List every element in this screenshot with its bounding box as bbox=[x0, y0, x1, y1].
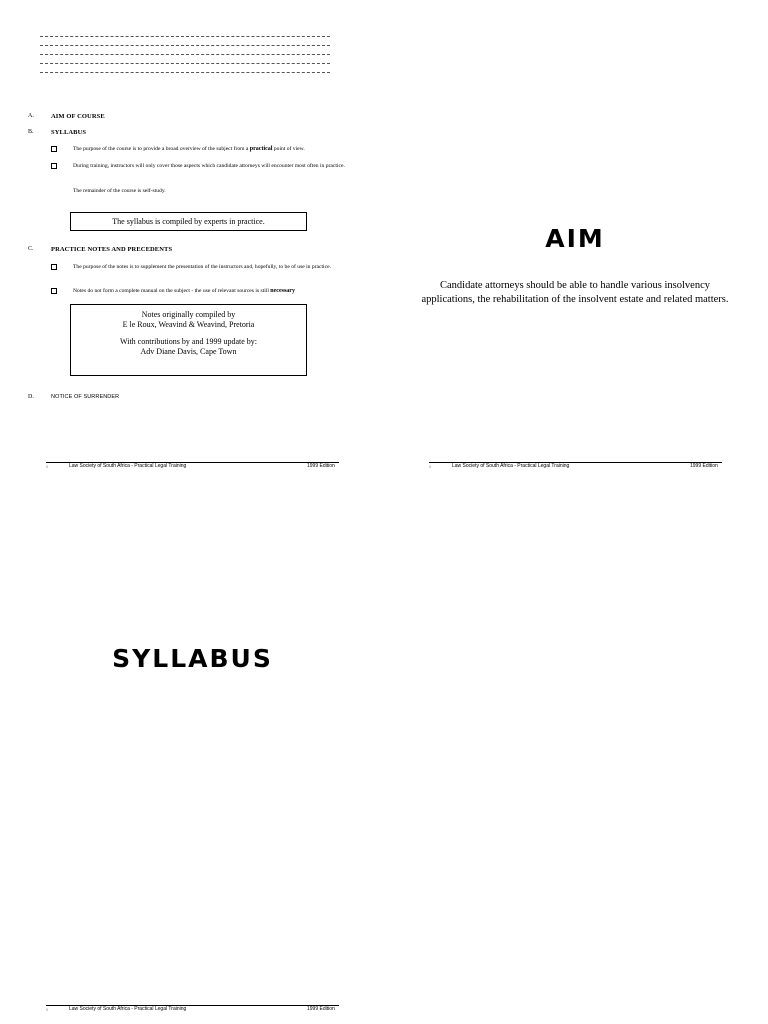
footer-text: Law Society of South Africa - Practical Legal Training bbox=[452, 463, 570, 469]
section-a-letter: A. bbox=[28, 113, 34, 119]
syllabus-paragraph-1 bbox=[73, 145, 358, 153]
syllabus-callout-text: The syllabus is compiled by experts in practice. bbox=[112, 217, 265, 226]
notes-credit-line: E le Roux, Weavind & Weavind, Pretoria bbox=[122, 320, 255, 329]
section-c-title: PRACTICE NOTES AND PRECEDENTS bbox=[51, 246, 173, 253]
syllabus-slide-title: SYLLABUS bbox=[112, 644, 273, 673]
notes-credit-line: Adv Diane Davis, Cape Town bbox=[140, 347, 237, 356]
footer-page-number: 0 bbox=[46, 464, 49, 469]
section-b-letter: B. bbox=[28, 129, 34, 135]
note-line bbox=[40, 45, 330, 46]
note-line bbox=[40, 72, 330, 73]
syllabus-p1-after: point of view. bbox=[272, 146, 305, 152]
bullet-checkbox-icon bbox=[51, 264, 57, 270]
syllabus-paragraph-2: During training, instructors will only cover those aspects which candidate attorneys will encounter most often in practice. bbox=[73, 163, 345, 169]
syllabus-paragraph-3: The remainder of the course is self-study. bbox=[73, 188, 166, 194]
notes-credit-line: With contributions by and 1999 update by: bbox=[120, 337, 257, 346]
aim-slide-title: AIM bbox=[545, 224, 605, 253]
syllabus-callout-box bbox=[70, 212, 307, 231]
notes-credit-line: Notes originally compiled by bbox=[141, 310, 236, 319]
footer-page-number: 0 bbox=[46, 1007, 49, 1012]
syllabus-p1-text: The purpose of the course is to provide a broad overview of the subject from a bbox=[73, 146, 250, 152]
notes-p2-text: Notes do not form a complete manual on the subject - the use of relevant sources is still bbox=[73, 288, 271, 294]
footer-page-number: 0 bbox=[429, 464, 432, 469]
footer-edition: 1999 Edition bbox=[307, 463, 335, 469]
note-line bbox=[40, 63, 330, 64]
note-line bbox=[40, 54, 330, 55]
footer-edition: 1999 Edition bbox=[690, 463, 718, 469]
section-b-title: SYLLABUS bbox=[51, 129, 87, 136]
section-d-letter: D. bbox=[28, 394, 34, 400]
section-a-title: AIM OF COURSE bbox=[51, 113, 105, 120]
bullet-checkbox-icon bbox=[51, 163, 57, 169]
footer-text: Law Society of South Africa - Practical Legal Training bbox=[69, 463, 187, 469]
footer-edition: 1999 Edition bbox=[307, 1006, 335, 1012]
bullet-checkbox-icon bbox=[51, 288, 57, 294]
bullet-checkbox-icon bbox=[51, 146, 57, 152]
syllabus-p1-bold: practical bbox=[249, 146, 273, 152]
section-c-letter: C. bbox=[28, 246, 34, 252]
notes-paragraph-1: The purpose of the notes is to supplement the presentation of the instructors and, hopefully, to be of use in practice. bbox=[73, 264, 331, 270]
note-line bbox=[40, 36, 330, 37]
notes-p2-bold: necessary bbox=[270, 288, 295, 294]
footer-text: Law Society of South Africa - Practical Legal Training bbox=[69, 1006, 187, 1012]
section-d-title: NOTICE OF SURRENDER bbox=[51, 394, 120, 400]
notes-credits-box bbox=[70, 304, 307, 376]
aim-slide-text: Candidate attorneys should be able to handle various insolvency applications, the rehabilitation of the insolvent estate and related matters. bbox=[421, 280, 729, 305]
notes-paragraph-2 bbox=[73, 287, 363, 295]
